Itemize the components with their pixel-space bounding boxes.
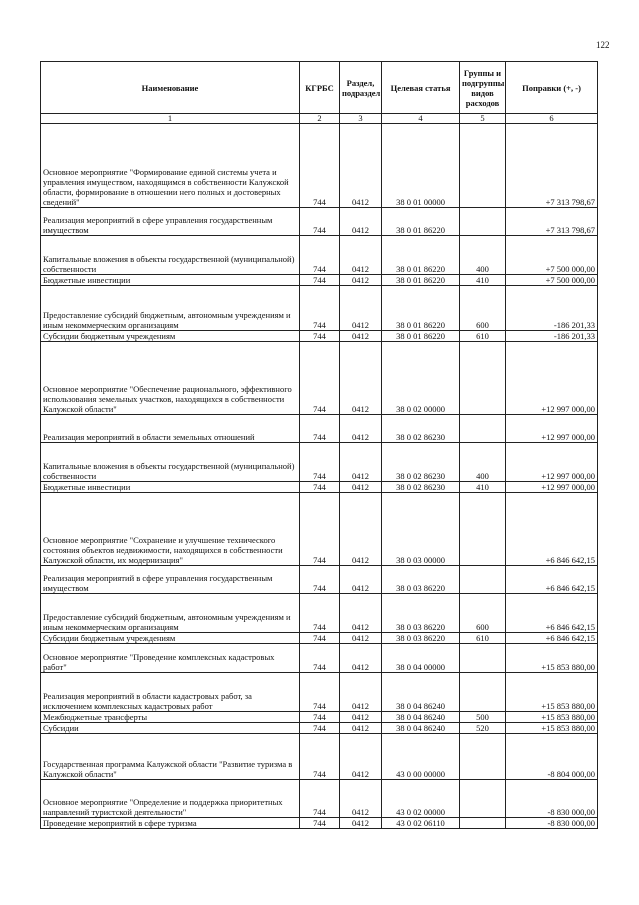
row-amendment: -186 201,33 [506,286,598,331]
row-kgrbs: 744 [300,331,340,342]
row-section: 0412 [340,443,382,482]
row-expense-group [460,342,506,415]
row-amendment: +12 997 000,00 [506,415,598,443]
table-row [41,236,598,275]
row-amendment: +12 997 000,00 [506,443,598,482]
row-name: Основное мероприятие "Сохранение и улучшение технического состояния объектов недвижимости, находящихся в собственности Калужской области, их модернизация" [41,493,300,566]
row-target-article: 38 0 01 86220 [382,236,460,275]
row-kgrbs: 744 [300,594,340,633]
table-row [41,644,598,673]
table-row [41,482,598,493]
row-kgrbs: 744 [300,673,340,712]
row-kgrbs: 744 [300,443,340,482]
row-section: 0412 [340,342,382,415]
header-amendments: Поправки (+, -) [506,62,598,114]
table-row [41,712,598,723]
row-expense-group [460,673,506,712]
row-section: 0412 [340,331,382,342]
header-name: Наименование [41,62,300,114]
row-section: 0412 [340,818,382,829]
row-name: Субсидии бюджетным учреждениям [41,633,300,644]
row-amendment: +6 846 642,15 [506,633,598,644]
row-target-article: 38 0 02 00000 [382,342,460,415]
row-section: 0412 [340,673,382,712]
row-target-article: 38 0 02 86230 [382,482,460,493]
row-section: 0412 [340,208,382,236]
row-kgrbs: 744 [300,566,340,594]
row-expense-group: 610 [460,331,506,342]
row-target-article: 38 0 02 86230 [382,415,460,443]
table-row [41,566,598,594]
header-target: Целевая статья [382,62,460,114]
row-expense-group: 410 [460,275,506,286]
row-amendment: +6 846 642,15 [506,594,598,633]
table-body [41,124,598,829]
row-target-article: 38 0 02 86230 [382,443,460,482]
row-kgrbs: 744 [300,286,340,331]
column-number: 3 [340,114,382,124]
row-section: 0412 [340,124,382,208]
table-row [41,734,598,780]
row-amendment: +15 853 880,00 [506,723,598,734]
row-amendment: +6 846 642,15 [506,566,598,594]
row-target-article: 38 0 04 86240 [382,673,460,712]
row-target-article: 43 0 02 00000 [382,780,460,818]
row-expense-group [460,124,506,208]
row-target-article: 43 0 02 06110 [382,818,460,829]
row-kgrbs: 744 [300,644,340,673]
row-amendment: +7 313 798,67 [506,124,598,208]
row-expense-group: 410 [460,482,506,493]
row-amendment: +15 853 880,00 [506,712,598,723]
table-row [41,331,598,342]
row-kgrbs: 744 [300,734,340,780]
row-kgrbs: 744 [300,633,340,644]
row-target-article: 43 0 00 00000 [382,734,460,780]
row-kgrbs: 744 [300,712,340,723]
row-amendment: +12 997 000,00 [506,482,598,493]
table-row [41,673,598,712]
row-name: Субсидии [41,723,300,734]
row-expense-group [460,780,506,818]
row-section: 0412 [340,275,382,286]
table-row [41,818,598,829]
row-kgrbs: 744 [300,723,340,734]
row-target-article: 38 0 03 00000 [382,493,460,566]
row-section: 0412 [340,712,382,723]
header-section: Раздел, подраздел [340,62,382,114]
row-section: 0412 [340,482,382,493]
row-kgrbs: 744 [300,818,340,829]
row-expense-group: 520 [460,723,506,734]
row-section: 0412 [340,633,382,644]
row-name: Реализация мероприятий в сфере управления государственным имуществом [41,208,300,236]
table-row [41,208,598,236]
header-row [41,62,598,114]
row-expense-group [460,734,506,780]
row-name: Предоставление субсидий бюджетным, автономным учреждениям и иным некоммерческим организациям [41,594,300,633]
row-kgrbs: 744 [300,342,340,415]
row-name: Основное мероприятие "Формирование единой системы учета и управления имуществом, находящимся в собственности Калужской области, формирование в отношении него полных и достоверных сведений" [41,124,300,208]
row-amendment: -8 830 000,00 [506,780,598,818]
column-number: 5 [460,114,506,124]
row-section: 0412 [340,644,382,673]
row-name: Капитальные вложения в объекты государственной (муниципальной) собственности [41,236,300,275]
table-row [41,342,598,415]
row-section: 0412 [340,723,382,734]
row-amendment: +6 846 642,15 [506,493,598,566]
row-target-article: 38 0 04 86240 [382,723,460,734]
row-name: Основное мероприятие "Проведение комплексных кадастровых работ" [41,644,300,673]
row-kgrbs: 744 [300,493,340,566]
table-row [41,286,598,331]
header-groups: Группы и подгруппы видов расходов [460,62,506,114]
row-amendment: +12 997 000,00 [506,342,598,415]
row-target-article: 38 0 03 86220 [382,566,460,594]
row-expense-group: 400 [460,443,506,482]
row-amendment: +15 853 880,00 [506,644,598,673]
row-target-article: 38 0 01 86220 [382,331,460,342]
row-kgrbs: 744 [300,275,340,286]
header-kgrbs: КГРБС [300,62,340,114]
row-section: 0412 [340,415,382,443]
table-row [41,493,598,566]
column-number-row [41,114,598,124]
table-row [41,633,598,644]
row-expense-group: 400 [460,236,506,275]
row-expense-group: 600 [460,594,506,633]
column-number: 6 [506,114,598,124]
row-kgrbs: 744 [300,124,340,208]
row-expense-group [460,644,506,673]
row-name: Проведение мероприятий в сфере туризма [41,818,300,829]
row-name: Бюджетные инвестиции [41,482,300,493]
row-name: Капитальные вложения в объекты государственной (муниципальной) собственности [41,443,300,482]
row-target-article: 38 0 03 86220 [382,633,460,644]
table-row [41,275,598,286]
row-kgrbs: 744 [300,482,340,493]
page-number: 122 [596,40,610,50]
row-name: Реализация мероприятий в области земельных отношений [41,415,300,443]
row-name: Государственная программа Калужской области "Развитие туризма в Калужской области" [41,734,300,780]
table-row [41,780,598,818]
row-target-article: 38 0 03 86220 [382,594,460,633]
row-name: Межбюджетные трансферты [41,712,300,723]
row-expense-group: 500 [460,712,506,723]
column-number: 1 [41,114,300,124]
row-amendment: -8 830 000,00 [506,818,598,829]
column-number: 2 [300,114,340,124]
row-kgrbs: 744 [300,415,340,443]
row-section: 0412 [340,493,382,566]
row-name: Реализация мероприятий в области кадастровых работ, за исключением комплексных кадастровых работ [41,673,300,712]
row-name: Бюджетные инвестиции [41,275,300,286]
row-section: 0412 [340,236,382,275]
budget-amendments-table [40,61,598,829]
row-expense-group: 610 [460,633,506,644]
row-kgrbs: 744 [300,780,340,818]
row-expense-group [460,493,506,566]
row-kgrbs: 744 [300,236,340,275]
table-row [41,443,598,482]
row-section: 0412 [340,734,382,780]
table-row [41,124,598,208]
row-expense-group [460,415,506,443]
row-expense-group: 600 [460,286,506,331]
row-name: Предоставление субсидий бюджетным, автономным учреждениям и иным некоммерческим организациям [41,286,300,331]
row-section: 0412 [340,286,382,331]
row-amendment: +7 500 000,00 [506,275,598,286]
row-amendment: -186 201,33 [506,331,598,342]
row-section: 0412 [340,780,382,818]
row-target-article: 38 0 01 86220 [382,286,460,331]
row-expense-group [460,208,506,236]
row-expense-group [460,566,506,594]
table-row [41,594,598,633]
row-name: Субсидии бюджетным учреждениям [41,331,300,342]
row-name: Реализация мероприятий в сфере управления государственным имуществом [41,566,300,594]
row-section: 0412 [340,566,382,594]
row-expense-group [460,818,506,829]
row-amendment: +15 853 880,00 [506,673,598,712]
row-section: 0412 [340,594,382,633]
row-amendment: -8 804 000,00 [506,734,598,780]
row-amendment: +7 313 798,67 [506,208,598,236]
row-target-article: 38 0 01 86220 [382,275,460,286]
row-amendment: +7 500 000,00 [506,236,598,275]
row-target-article: 38 0 04 86240 [382,712,460,723]
table-row [41,723,598,734]
row-name: Основное мероприятие "Определение и поддержка приоритетных направлений туристской деятельности" [41,780,300,818]
row-name: Основное мероприятие "Обеспечение рационального, эффективного использования земельных участков, находящихся в собственности Калужской области" [41,342,300,415]
row-target-article: 38 0 01 00000 [382,124,460,208]
row-target-article: 38 0 01 86220 [382,208,460,236]
row-kgrbs: 744 [300,208,340,236]
column-number: 4 [382,114,460,124]
row-target-article: 38 0 04 00000 [382,644,460,673]
table-row [41,415,598,443]
